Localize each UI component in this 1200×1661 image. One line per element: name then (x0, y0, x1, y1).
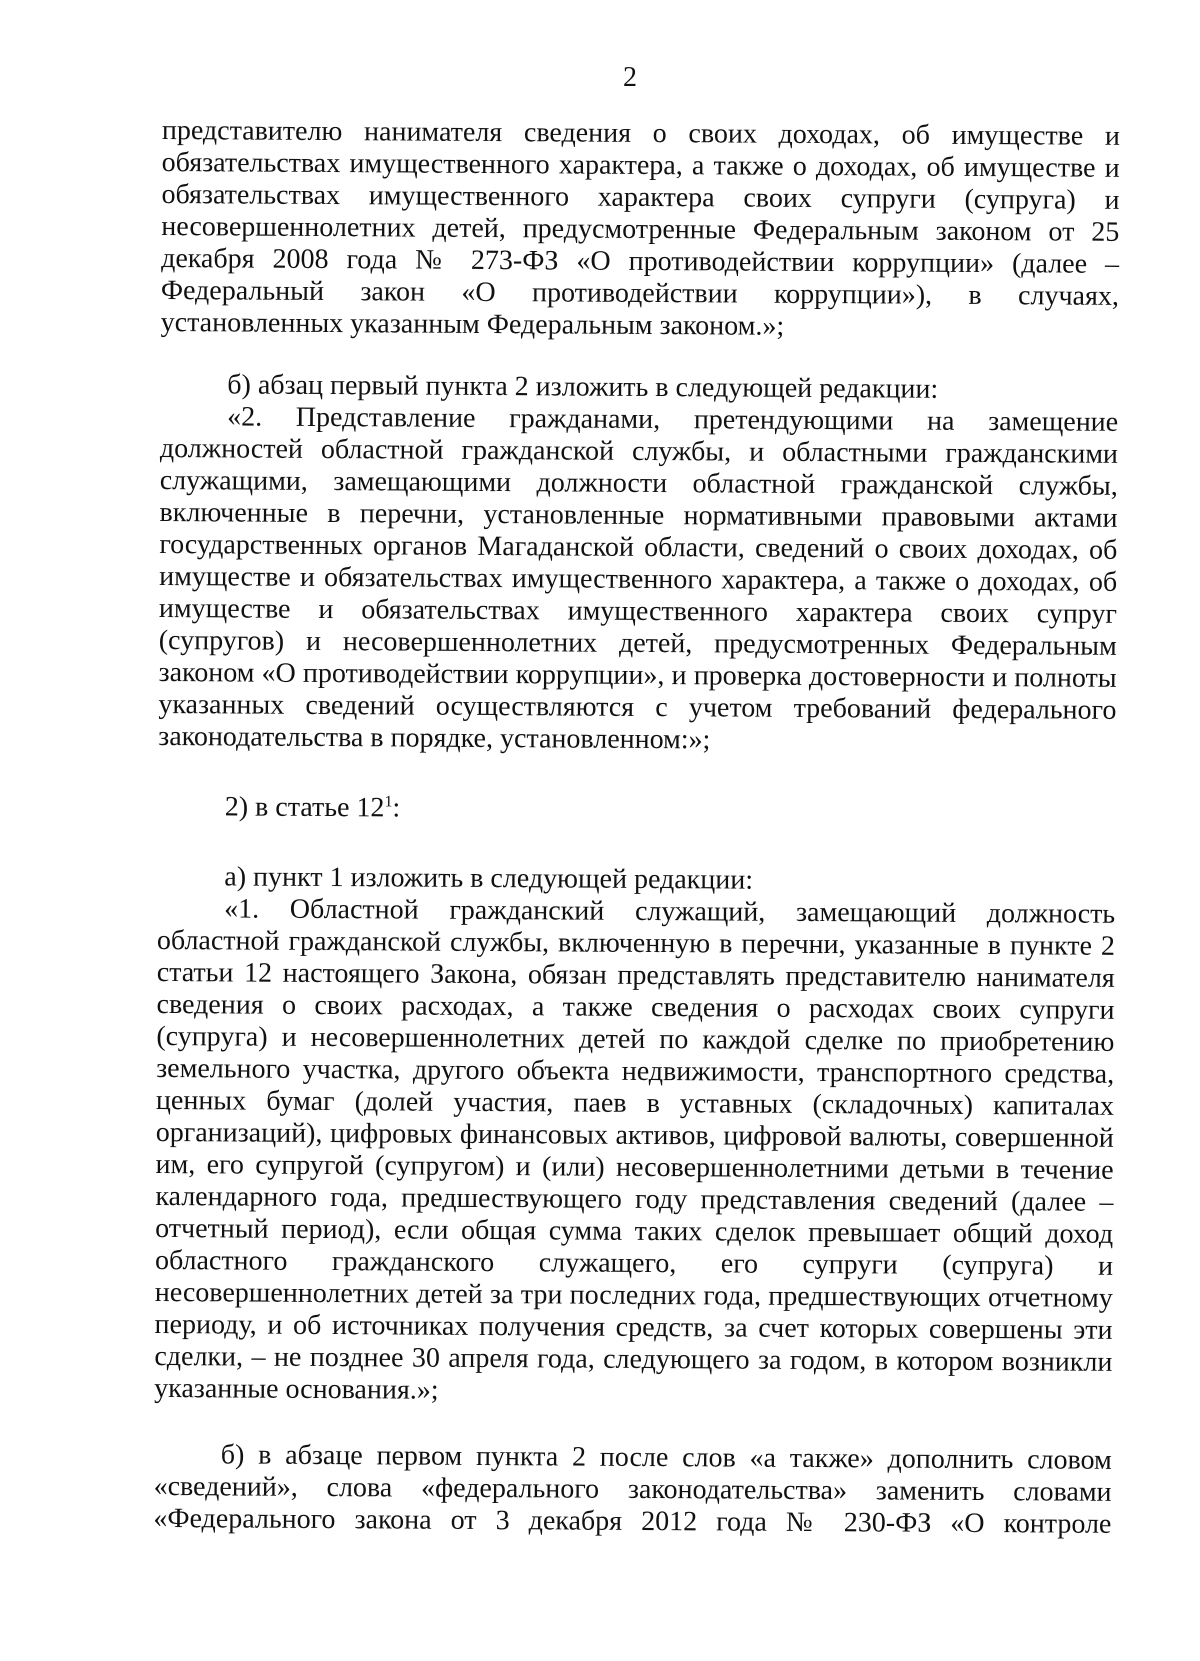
paragraph-item-2 (158, 791, 1116, 829)
superscript: 1 (384, 793, 393, 811)
paragraph-item-a: а) пункт 1 изложить в следующей редакции: (224, 861, 754, 896)
paragraph-quoted-point-1: «1. Областной гражданский служащий, замещающий должность областной гражданской службы, включенную в перечни, указанные в пункте 2 статьи 12 настоящего Закона, обязан представлять представителю нанимателя сведения о своих расходах, а также сведения о расходах своих супруги (супруга) и несовершеннолетних детей по каждой сделке по приобретению земельного участка, другого объекта недвижимости, транспортного средства, ценных бумаг (долей участия, паев в уставных (складочных) капиталах организаций), цифровых финансовых активов, цифровой валюты, совершенной им, его супругой (супругом) и (или) несовершеннолетними детьми в течение календарного года, предшествующего году представления сведений (далее – отчетный период), если общая сумма таких сделок превышает общий доход областного гражданского служащего, его супруги (супруга) и несовершеннолетних детей за три последних года, предшествующих отчетному периоду, и об источниках получения средств, за счет которых совершены эти сделки, – не позднее 30 апреля года, следующего за годом, в котором возникли указанные основания.»; (154, 893, 1116, 1406)
paragraph-item-2-text: 2) в статье 12 (224, 791, 385, 824)
paragraph-item-b: б) абзац первый пункта 2 изложить в следующей редакции: (227, 369, 939, 405)
document-body (153, 115, 1120, 1541)
paragraph-item-2-tail: : (392, 792, 401, 824)
paragraph-quoted-point-2: «2. Представление гражданами, претендующими на замещение должностей областной гражданской службы, и областными гражданскими служащими, замещающими должности областной гражданской службы, включенные в перечни, установленные нормативными правовыми актами государственных органов Магаданской области, сведений о своих доходах, об имуществе и обязательствах имущественного характера, а также о доходах, об имуществе и обязательствах имущественного характера своих супруг (супругов) и несовершеннолетних детей, предусмотренных Федеральным законом «О противодействии коррупции», и проверка достоверности и полноты указанных сведений осуществляются с учетом требований федерального законодательства в порядке, установленном:»; (158, 401, 1119, 756)
paragraph-continuation: представителю нанимателя сведения о своих доходах, об имуществе и обязательствах имущественного характера, а также о доходах, об имуществе и обязательствах имущественного характера своих супруги (супруга) и несовершеннолетних детей, предусмотренные Федеральным законом от 25 декабря 2008 года № 273-ФЗ «О противодействии коррупции» (далее – Федеральный закон «О противодействии коррупции»), в случаях, установленных указанным Федеральным законом.»; (160, 115, 1120, 342)
page-number: 2 (623, 62, 637, 93)
paragraph-item-b-2: б) в абзаце первом пункта 2 после слов «а также» дополнить словом «сведений», слова «федерального законодательства» заменить словами «Федерального закона от 3 декабря 2012 года № 230-ФЗ «О контроле (153, 1439, 1112, 1540)
